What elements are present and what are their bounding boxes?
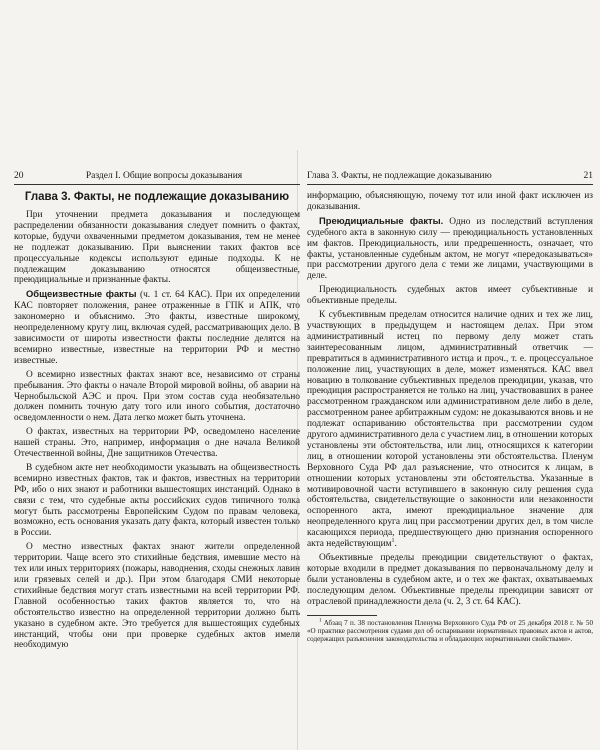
paragraph-subjective-limits-text: К субъективным пределам относится наличие одних и тех же лиц, участвующих в предыдущем и настоящем делах. При этом административный истец по первому делу может стать заинтересованным лицом, административный ответчик — превратиться в административного истца и проч., т. е. процессуальное положение лиц, участвующих в деле, может изменяться. КАС ввел новацию в толкование субъективных пределов преюдиции, указав, что преюдиция распространяется не только на лиц, участвовавших в ранее рассмотренном гражданском или административном деле либо в деле, рассмотренном ранее арбитражным судом: не доказываются вновь и не подлежат оспариванию обстоятельства при рассмотрении судом другого административного дела с участием лиц, в отношении которых установлены эти обстоятельства, или лиц, относящихся к категории лиц, в отношении которой установлены эти обстоятельства. Пленум Верховного Суда РФ дал разъяснение, что относится к лицам, в отношении которых установлены эти обстоятельства. Указанные в мотивировочной части вступившего в законную силу решения суда обстоятельства, свидетельствующие о законности или незаконности оспоренного акта, имеют преюдициальное значение для неопределенного круга лиц при рассмотрении других дел, в том числе касающихся периода, предшествующего дню признания оспоренного акта недействующим [307, 310, 593, 550]
right-page-header [307, 170, 593, 185]
left-page-header [14, 170, 300, 185]
paragraph-continuation: информацию, объясняющую, почему тот или иной факт исключен из доказывания. [307, 191, 593, 212]
left-page [14, 170, 300, 730]
paragraph-subjective-limits [307, 310, 593, 550]
paragraph-common-facts [14, 289, 300, 366]
paragraph-court-act: В судебном акте нет необходимости указывать на общеизвестность всемирно известных фактов, так и фактов, известных на территории РФ, ибо о них знают и работники вышестоящих инстанций. Однако в связи с тем, что судебные акты российских судов типичного толка могут быть рассмотрены Европейским Судом по правам человека, возможно, есть основания указать дату факта, который известен только в России. [14, 462, 300, 539]
paragraph-world-known: О всемирно известных фактах знают все, независимо от страны пребывания. Это факты о начале Второй мировой войны, об аварии на Чернобыльской АЭС и проч. При этом состав суда необязательно должен помнить точную дату того или иного события, достаточно осведомленности о нем. Дата легко может быть уточнена. [14, 369, 300, 424]
term-prejudicial-facts: Преюдициальные факты. [319, 214, 444, 226]
paragraph-objective-limits: Объективные пределы преюдиции свидетельствуют о фактах, которые входили в предмет доказывания по первоначальному делу и были установлены в судебном акте, и о тех же фактах, охватываемых последующим делом. Объективные пределы преюдиции зависят от отраслевой принадлежности дела (ч. 2, 3 ст. 64 КАС). [307, 553, 593, 607]
page-number-left: 20 [14, 171, 24, 181]
paragraph-russia-known: О фактах, известных на территории РФ, осведомлено население нашей страны. Это, например, информация о дне начала Великой Отечественной войны, Дне защитников Отечества. [14, 427, 300, 460]
paragraph-limits: Преюдициальность судебных актов имеет субъективные и объективные пределы. [307, 285, 593, 307]
paragraph-prejudicial-facts-text: Одно из последствий вступления судебного акта в законную силу — преюдициальность установленных им фактов. Преюдициальность, или предрешенность, означает, что факты, установленные судебным актом, не могут «передоказываться» при рассмотрении другого дела с теми же лицами, участвующими в деле. [307, 216, 593, 282]
footnote-reference: 1 [391, 537, 395, 544]
paragraph-subjective-limits-end: . [394, 539, 397, 550]
term-common-facts: Общеизвестные факты [26, 288, 137, 300]
paragraph-intro: При уточнении предмета доказывания и последующем распределении обязанности доказывания следует помнить о фактах, которые, будучи охваченными предметом доказывания, тем не менее не подлежат доказыванию. При выяснении таких фактов все процессуальные кодексы используют единые подходы. К не подлежащим доказыванию относятся общеизвестные, преюдициальные и признанные факты. [14, 210, 300, 286]
paragraph-common-facts-text: (ч. 1 ст. 64 КАС). При их определении КАС повторяет положения, ранее отраженные в ГПК и АПК, что закономерно и объяснимо. Это факты, известные широкому, неопределенному кругу лиц, включая судей, рассматривающих дело. В зависимости от широты известности факты последние делятся на всемирно известные, известные на территории РФ и местно известные. [14, 290, 300, 366]
footnote-text: Абзац 7 п. 38 постановления Пленума Верховного Суда РФ от 25 декабря 2018 г. № 50 «О практике рассмотрения судами дел об оспаривании нормативных правовых актов и актов, содержащих разъяснения законодательства и обладающих нормативными свойствами». [307, 618, 593, 643]
running-head-left: Раздел I. Общие вопросы доказывания [85, 171, 243, 181]
footnote [307, 619, 593, 644]
footnote-divider [307, 615, 377, 616]
right-page [307, 170, 593, 730]
paragraph-local-known: О местно известных фактах знают жители определенной территории. Чаще всего это стихийные бедствия, имевшие место на тех или иных территориях (пожары, наводнения, сходы снежных лавин или грязевых селей и др.). При этом благодаря СМИ некоторые стихийные бедствия могут стать известными на всей территории РФ. Главной особенностью таких фактов является то, что на обстоятельство известно на определенной территории должно быть указано в судебном акте. Это требуется для вышестоящих судебных инстанций, чтобы они при проверке судебных актов имели необходимую [14, 542, 300, 651]
paragraph-prejudicial-facts [307, 216, 593, 282]
chapter-title: Глава 3. Факты, не подлежащие доказыванию [24, 191, 290, 203]
running-head-right: Глава 3. Факты, не подлежащие доказыванию [307, 171, 492, 181]
page-number-right: 21 [583, 171, 593, 181]
footnote-mark: 1 [319, 618, 322, 624]
